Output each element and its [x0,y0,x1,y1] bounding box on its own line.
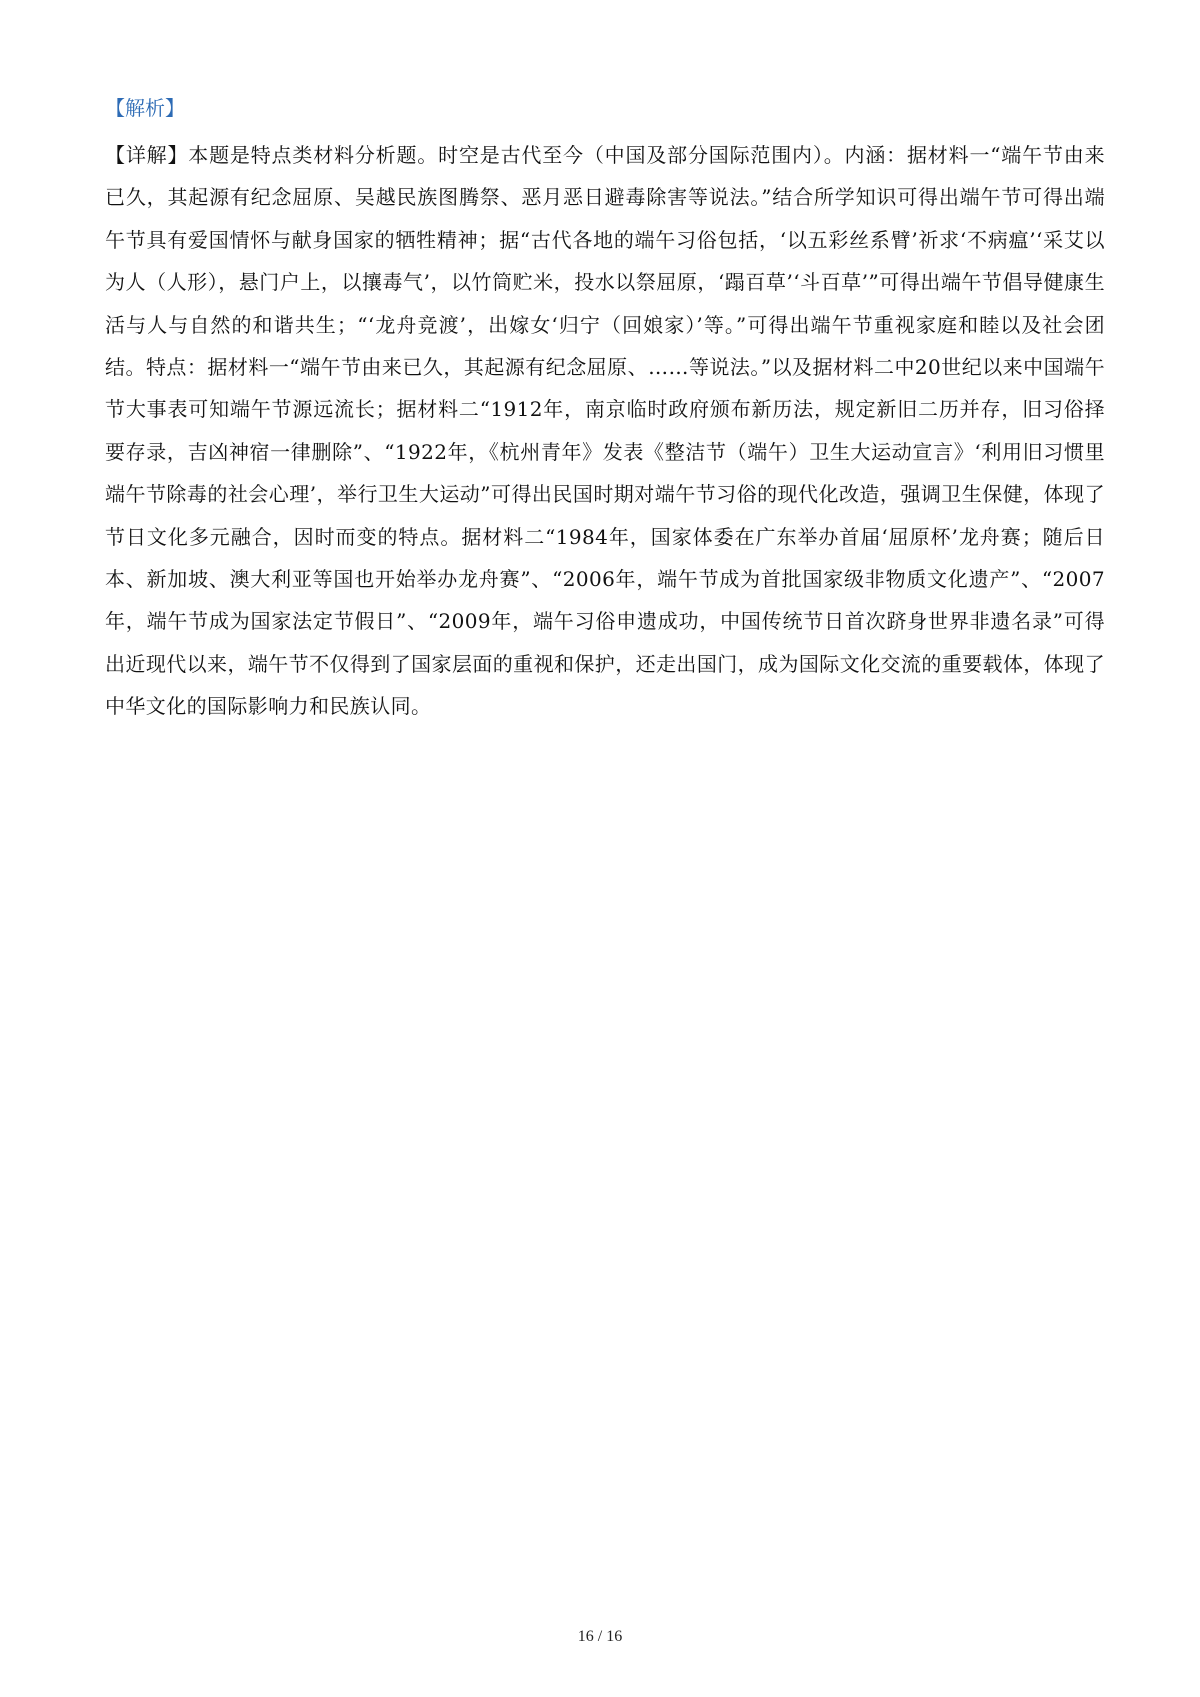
detail-text: 本题是特点类材料分析题。时空是古代至今（中国及部分国际范围内）。内涵：据材料一“端午节由来已久，其起源有纪念屈原、吴越民族图腾祭、恶月恶日避毒除害等说法。”结合所学知识可得出端午节可得出端午节具有爱国情怀与献身国家的牺牲精神；据“古代各地的端午习俗包括，‘以五彩丝系臂’祈求‘不病瘟’‘采艾以为人（人形），悬门户上，以攘毒气’，以竹筒贮米，投水以祭屈原，‘蹋百草’‘斗百草’”可得出端午节倡导健康生活与人与自然的和谐共生；“‘龙舟竞渡’，出嫁女‘归宁（回娘家）’等。”可得出端午节重视家庭和睦以及社会团结。特点：据材料一“端午节由来已久，其起源有纪念屈原、……等说法。”以及据材料二中20世纪以来中国端午节大事表可知端午节源远流长；据材料二“1912年，南京临时政府颁布新历法，规定新旧二历并存，旧习俗择要存录，吉凶神宿一律删除”、“1922年，《杭州青年》发表《整洁节（端午）卫生大运动宣言》‘利用旧习惯里端午节除毒的社会心理’，举行卫生大运动”可得出民国时期对端午节习俗的现代化改造，强调卫生保健，体现了节日文化多元融合，因时而变的特点。据材料二“1984年，国家体委在广东举办首届‘屈原杯’龙舟赛；随后日本、新加坡、澳大利亚等国也开始举办龙舟赛”、“2006年，端午节成为首批国家级非物质文化遗产”、“2007年，端午节成为国家法定节假日”、“2009年，端午习俗申遗成功，中国传统节日首次跻身世界非遗名录”可得出近现代以来，端午节不仅得到了国家层面的重视和保护，还走出国门，成为国际文化交流的重要载体，体现了中华文化的国际影响力和民族认同。 [105,143,1105,719]
page-number: 16 / 16 [577,1628,623,1645]
detail-prefix: 【详解】 [105,143,189,167]
detail-paragraph [105,134,1105,728]
page-content [105,88,1105,728]
section-heading-analysis: 【解析】 [105,96,185,120]
